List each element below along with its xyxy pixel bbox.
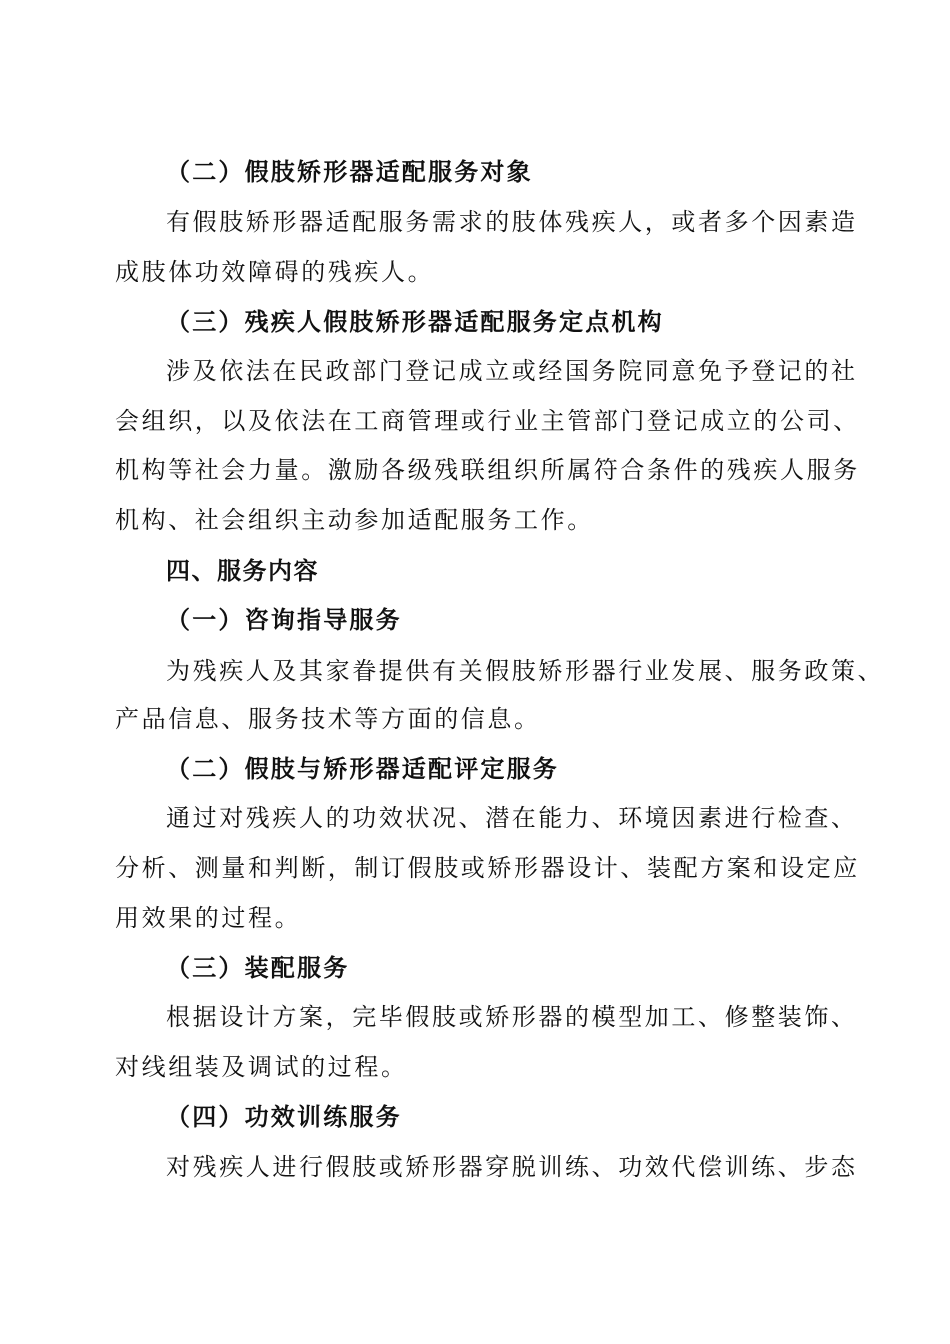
paragraph-line: 有假肢矫形器适配服务需求的肢体残疾人，或者多个因素造 [166, 208, 858, 236]
section-heading: （二）假肢与矫形器适配评定服务 [166, 754, 559, 783]
paragraph-line: 根据设计方案，完毕假肢或矫形器的模型加工、修整装饰、 [166, 1003, 858, 1031]
section-heading: （二）假肢矫形器适配服务对象 [166, 157, 533, 186]
paragraph-line: 为残疾人及其家眷提供有关假肢矫形器行业发展、服务政策、 [166, 657, 885, 685]
paragraph-line: 涉及依法在民政部门登记成立或经国务院同意免予登记的社 [166, 357, 858, 385]
paragraph-line: 分析、测量和判断，制订假肢或矫形器设计、装配方案和设定应 [115, 854, 860, 882]
paragraph-line: 机构等社会力量。激励各级残联组织所属符合条件的残疾人服务 [115, 456, 860, 484]
section-heading: （三）装配服务 [166, 953, 350, 982]
section-heading: （四）功效训练服务 [166, 1102, 402, 1131]
paragraph-line: 通过对残疾人的功效状况、潜在能力、环境因素进行检查、 [166, 804, 858, 832]
paragraph-line: 会组织，以及依法在工商管理或行业主管部门登记成立的公司、 [115, 407, 860, 435]
chapter-heading: 四、服务内容 [166, 557, 319, 585]
paragraph-line: 对残疾人进行假肢或矫形器穿脱训练、功效代偿训练、步态 [166, 1153, 858, 1181]
paragraph-line: 成肢体功效障碍的残疾人。 [115, 258, 435, 286]
section-heading: （一）咨询指导服务 [166, 605, 402, 634]
paragraph-line: 用效果的过程。 [115, 904, 302, 932]
paragraph-line: 对线组装及调试的过程。 [115, 1053, 408, 1081]
section-heading: （三）残疾人假肢矫形器适配服务定点机构 [166, 307, 664, 336]
paragraph-line: 机构、社会组织主动参加适配服务工作。 [115, 506, 594, 534]
paragraph-line: 产品信息、服务技术等方面的信息。 [115, 705, 541, 733]
